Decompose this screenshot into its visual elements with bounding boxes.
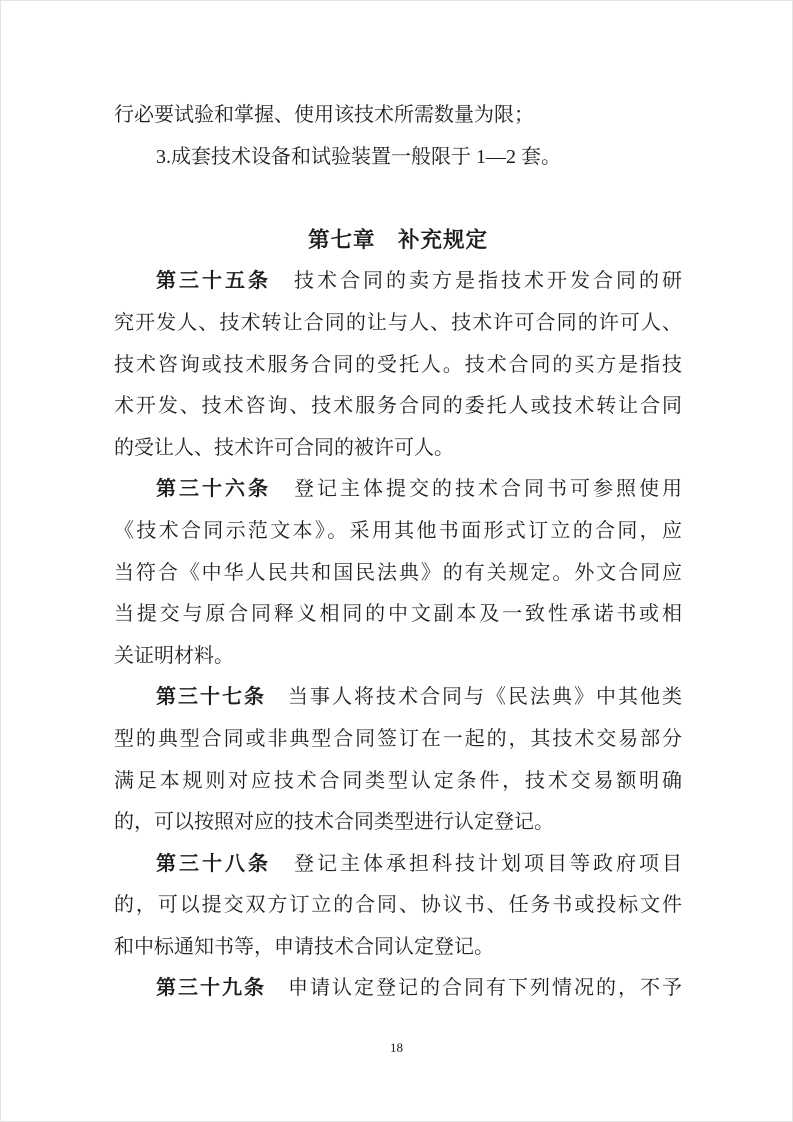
chapter-heading: 第七章 补充规定 [307, 227, 488, 252]
text-line: 的，可以按照对应的技术合同类型进行认定登记。 [114, 811, 554, 834]
article-number: 第三十八条 [156, 852, 271, 875]
text-line: 关证明材料。 [114, 644, 234, 667]
text-line: 当提交与原合同释义相同的中文副本及一致性承诺书或相 [114, 603, 682, 626]
text-line: 的受让人、技术许可合同的被许可人。 [114, 436, 454, 459]
text-line: 当符合《中华人民共和国民法典》的有关规定。外文合同应 [114, 561, 682, 584]
page-number: 18 [390, 1040, 403, 1055]
text-line: 满足本规则对应技术合同类型认定条件，技术交易额明确 [114, 769, 682, 792]
text-line: 3.成套技术设备和试验装置一般限于 1—2 套。 [156, 145, 561, 168]
text-line: 技术咨询或技术服务合同的受托人。技术合同的买方是指技 [114, 353, 682, 376]
document-text-block [114, 95, 682, 1010]
text-line: 《技术合同示范文本》。采用其他书面形式订立的合同，应 [114, 519, 682, 542]
article-number: 第三十六条 [156, 478, 271, 501]
text-line: 第三十九条 申请认定登记的合同有下列情况的，不予 [156, 977, 682, 1000]
text-line: 究开发人、技术转让合同的让与人、技术许可合同的许可人、 [114, 311, 682, 334]
text-line: 术开发、技术咨询、技术服务合同的委托人或技术转让合同 [114, 395, 682, 418]
blank-line [114, 178, 682, 220]
text-line: 第三十八条 登记主体承担科技计划项目等政府项目 [156, 852, 682, 875]
text-line: 第三十六条 登记主体提交的技术合同书可参照使用 [156, 478, 682, 501]
article-number: 第三十五条 [156, 270, 271, 293]
text-line: 第三十七条 当事人将技术合同与《民法典》中其他类 [156, 686, 682, 709]
article-number: 第三十七条 [156, 686, 266, 709]
text-line: 第三十五条 技术合同的卖方是指技术开发合同的研 [156, 270, 682, 293]
text-line: 和中标通知书等，申请技术合同认定登记。 [114, 935, 494, 958]
text-line: 型的典型合同或非典型合同签订在一起的，其技术交易部分 [114, 727, 682, 750]
article-number: 第三十九条 [156, 977, 266, 1000]
text-line: 行必要试验和掌握、使用该技术所需数量为限； [114, 104, 534, 126]
page-background [1, 1, 792, 1121]
text-line: 的，可以提交双方订立的合同、协议书、任务书或投标文件 [114, 894, 682, 917]
